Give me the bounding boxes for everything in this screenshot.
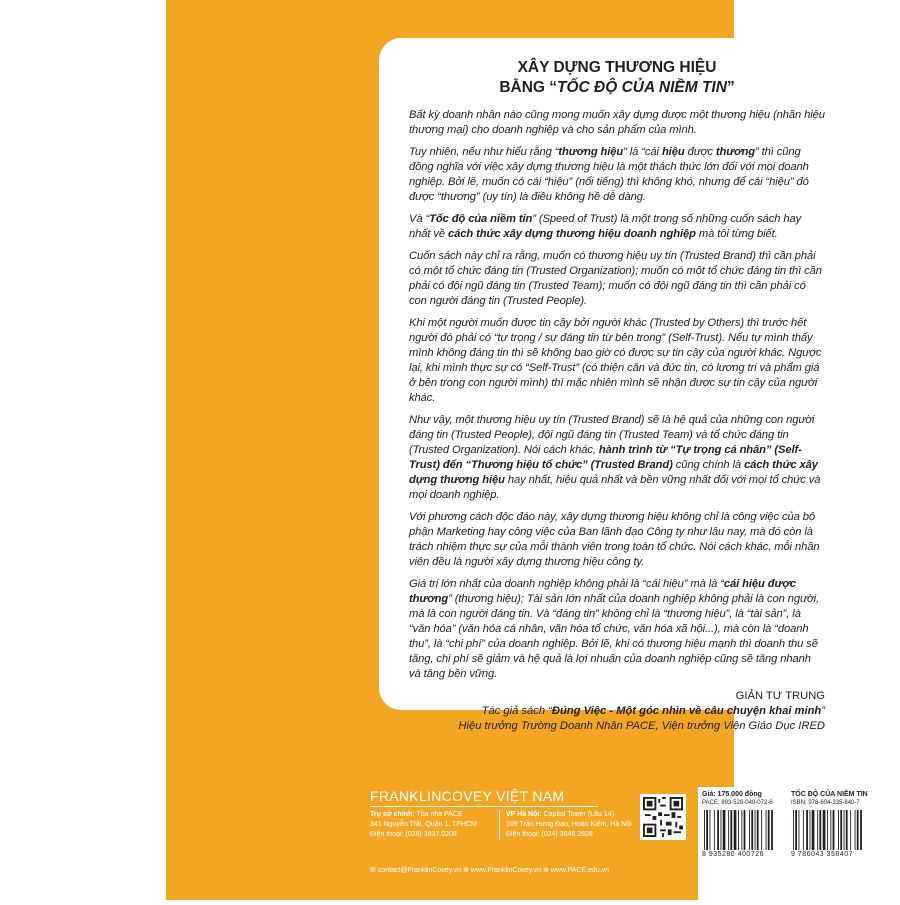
author-title: Hiệu trưởng Trường Doanh Nhân PACE, Viện trưởng Viện Giáo Dục IRED: [458, 720, 825, 732]
qr-code: [640, 794, 686, 840]
paragraph-1: Bất kỳ doanh nhân nào cũng mong muốn xây dựng được một thương hiệu (nhãn hiệu thương mại) cho doanh nghiệp và cho sản phẩm của mình.: [409, 109, 825, 136]
paragraph-6: Như vậy, một thương hiệu uy tín (Trusted Brand) sẽ là hệ quả của những con người đáng tin (Trusted People), đội ngũ đáng tin (Trusted Team) và tổ chức đáng tin (Trusted Organization). Nói cách khác, hành trình từ “Tự trọng cá nhân” (Self-Trust) đến “Thương hiệu tổ chức” (Trusted Brand) cũng chính là cách thức xây dựng thương hiệu hay nhất, hiệu quả nhất và bền vững nhất đối với mọi tổ chức và mọi doanh nghiệp.: [409, 414, 821, 501]
signature: [409, 689, 825, 734]
back-cover: [166, 0, 868, 900]
barcode-digits: 8 935280 400726: [702, 851, 764, 858]
barcode-icon: [702, 810, 794, 850]
office-hanoi: VP Hà Nội: Capital Tower (Lầu 14) 109 Trần Hưng Đạo, Hoàn Kiếm, Hà Nội Điện thoại: (024) 3646.2828: [499, 810, 632, 840]
title-line-1: XÂY DỰNG THƯƠNG HIỆU: [517, 59, 717, 76]
paragraph-4: Cuốn sách này chỉ ra rằng, muốn có thương hiệu uy tín (Trusted Brand) thì cần phải có một tổ chức đáng tin (Trusted Organization); muốn có một tổ chức đáng tin thì cần phải có đội ngũ đáng tin (Trusted Team); muốn có đội ngũ đáng tin thì cần phải có con người đáng tin (Trusted People).: [409, 250, 822, 307]
pace-isbn: PACE: 893-528-040-072-6: [702, 800, 773, 806]
barcode-title: TỐC ĐỘ CỦA NIỀM TIN: [791, 791, 868, 798]
title-line-2: BẰNG “TỐC ĐỘ CỦA NIỀM TIN”: [499, 79, 735, 96]
brand-divider: [370, 806, 598, 807]
author-name: GIẢN TƯ TRUNG: [735, 690, 825, 702]
contact-line: ✉ contact@FranklinCovey.vn ⊕ www.FranklinCovey.vn ⊕ www.PACE.edu.vn: [370, 867, 610, 874]
paragraph-8: Giá trị lớn nhất của doanh nghiệp không phải là “cái hiệu” mà là “cái hiệu được thương” (thương hiệu); Tài sản lớn nhất của doanh nghiệp không phải là con người, mà là con người đáng tin. Và “đáng tin” không chỉ là “thương hiệu”, là “tài sản”, là “văn hóa” (văn hóa cá nhân, văn hóa tổ chức, văn hóa xã hội...), mà còn là “doanh thu”, là “chi phí” của doanh nghiệp. Bởi lẽ, khi có thương hiệu mạnh thì doanh thu sẽ tăng, chi phí sẽ giảm và hệ quả là lợi nhuận của doanh nghiệp cũng sẽ tăng nhanh và tăng bền vững.: [409, 578, 820, 680]
paragraph-7: Với phương cách độc đáo này, xây dựng thương hiệu không chỉ là công việc của bộ phận Marketing hay công việc của Ban lãnh đạo Công ty như lâu nay, mà đó còn là trách nhiệm thực sự của mỗi thành viên trong toàn tổ chức. Nói cách khác, mỗi nhân viên đều là người xây dựng thương hiệu công ty.: [409, 511, 820, 568]
qr-code-icon: [643, 797, 683, 837]
paragraph-3: Và “Tốc độ của niềm tin” (Speed of Trust) là một trong số những cuốn sách hay nhất về cách thức xây dựng thương hiệu doanh nghiệp mà tôi từng biết.: [409, 213, 802, 240]
barcode-digits: 9 786043 358407: [791, 851, 853, 858]
office-hcm: Trụ sở chính: Tòa nhà PACE 341 Nguyễn Trãi, Quận 1, TPHCM Điện thoại: (028) 3837.0208: [370, 811, 477, 838]
isbn-barcode: [787, 787, 887, 905]
publisher-brand: FRANKLINCOVEY VIỆT NAM: [370, 788, 565, 804]
paragraph-2: Tuy nhiên, nếu như hiểu rằng “thương hiệu” là “cái hiệu được thương” thì cũng đồng nghĩa với việc xây dựng thương hiệu là một thách thức lớn đối với mọi doanh nghiệp. Bởi lẽ, muốn có cái “hiệu” (nổi tiếng) thì không khó, nhưng để cái “hiệu” đó được “thương” (uy tín) là điều không hề dễ dàng.: [409, 146, 809, 203]
isbn-number: ISBN: 978-604-335-840-7: [791, 800, 860, 806]
paragraph-5: Khi một người muốn được tin cậy bởi người khác (Trusted by Others) thì trước hết người đó phải có “tự trọng / sự đáng tin từ bên trong” (Self-Trust). Nếu tự mình thấy mình không đáng tin thì sẽ không bao giờ có được sự tin cậy của người khác. Ngược lại, khi mình thực sự có “Self-Trust” (có thiện căn và đức tin, có lương tri và phẩm giá ở bên trong con người mình) thì mặc nhiên mình sẽ nhận được sự tin cậy của người khác.: [409, 317, 822, 404]
barcode-icon: [791, 810, 883, 850]
text-card: [379, 38, 853, 732]
price-label: Giá: 175.000 đồng: [702, 791, 762, 798]
author-book: Tác giả sách “Đúng Việc - Một góc nhìn về câu chuyện khai minh”: [481, 705, 825, 717]
footer: [332, 770, 900, 900]
book-title: [409, 58, 825, 98]
